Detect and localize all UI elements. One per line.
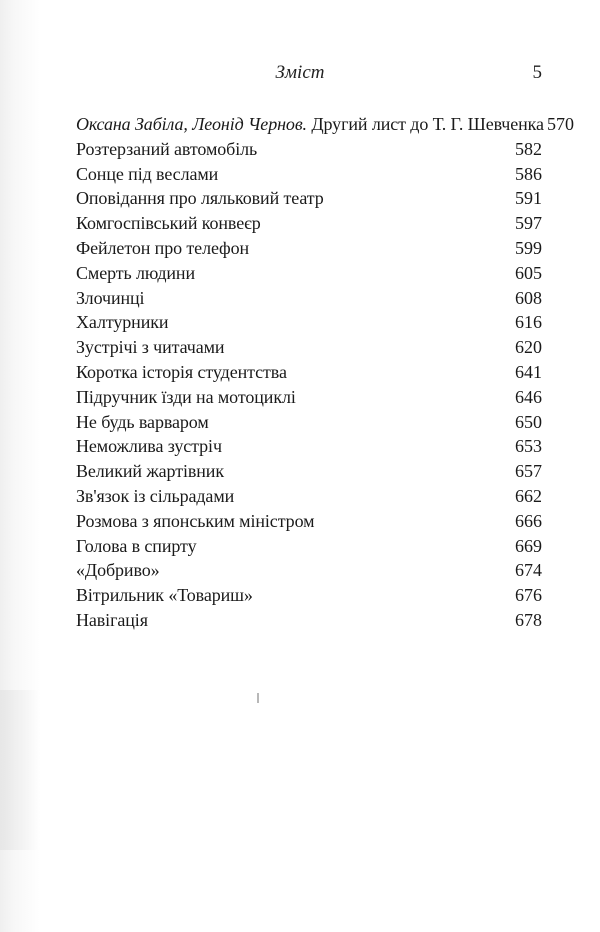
toc-entry-title: «Добриво» (76, 560, 160, 581)
toc-entry-text (76, 310, 168, 335)
toc-entry-text (76, 162, 218, 187)
toc-entry-text (76, 186, 324, 211)
toc-entry-title: Зустрічі з читачами (76, 337, 225, 358)
toc-entry-text (76, 137, 257, 162)
toc-entry-text (76, 459, 224, 484)
toc-entry-title: Комгоспівський конвеєр (76, 213, 261, 234)
toc-entry-page-number: 678 (515, 609, 542, 630)
toc-entry-text (76, 608, 148, 633)
toc-entry-text (76, 509, 314, 534)
toc-entry (76, 335, 542, 360)
scan-shadow (0, 690, 40, 850)
toc-entry-title: Фейлетон про телефон (76, 237, 250, 258)
toc-entry-page-number: 676 (515, 585, 542, 606)
toc-entry (76, 608, 542, 633)
toc-entry (76, 459, 542, 484)
toc-entry-text (76, 211, 261, 236)
toc-entry (76, 509, 542, 534)
toc-entry-text (76, 385, 296, 410)
toc-entry-page-number: 591 (515, 188, 542, 209)
toc-entry (76, 236, 542, 261)
toc-entry-text (76, 484, 234, 509)
toc-entry-title: Злочинці (76, 287, 145, 308)
toc-entry-page-number: 669 (515, 535, 542, 556)
toc-entry (76, 261, 542, 286)
running-header-title: Зміст (275, 62, 325, 83)
toc-entry (76, 385, 542, 410)
toc-entry-text (76, 236, 249, 261)
toc-entry-page-number: 570 (546, 114, 574, 134)
toc-entry-page-number: 605 (515, 262, 542, 283)
toc-entry-text (76, 558, 160, 583)
toc-entry-page-number: 608 (515, 287, 542, 308)
toc-entry (76, 112, 574, 137)
toc-entry-page-number: 599 (515, 237, 542, 258)
toc-entry-text (76, 286, 144, 311)
toc-entry (76, 162, 542, 187)
toc-entry-page-number: 657 (515, 461, 542, 482)
toc-entry-author: Оксана Забіла, Леонід Чернов. (76, 114, 307, 134)
toc-entry-title: Зв'язок із сільрадами (76, 485, 235, 506)
toc-entry-title: Розмова з японським міністром (76, 510, 315, 531)
toc-entry-title: Вітрильник «Товариш» (76, 585, 253, 606)
toc-entry (76, 211, 542, 236)
toc-entry-text (76, 434, 222, 459)
toc-entry-page-number: 662 (515, 485, 542, 506)
toc-entry (76, 286, 542, 311)
toc-entry-page-number: 597 (515, 213, 542, 234)
toc-entry-title: Неможлива зустріч (76, 436, 222, 457)
running-header-page-number: 5 (532, 62, 542, 83)
toc-entry-page-number: 653 (515, 436, 542, 457)
toc-entry-title: Халтурники (76, 312, 169, 333)
toc-entry-title: Сонце під веслами (76, 163, 219, 184)
toc-entry-title: Навігація (76, 609, 148, 630)
toc-entry-title: Другий лист до Т. Г. Шевченка (311, 114, 544, 134)
toc-entry-page-number: 674 (515, 560, 542, 581)
toc-entry-title: Підручник їзди на мотоциклі (76, 386, 296, 407)
toc-entry (76, 558, 542, 583)
toc-entry-title: Не будь варваром (76, 411, 209, 432)
toc-entry-page-number: 620 (515, 337, 542, 358)
toc-entry-title: Голова в спирту (76, 535, 197, 556)
toc-entry (76, 310, 542, 335)
toc-entry-text (76, 261, 195, 286)
toc-entry-title: Великий жартівник (76, 461, 224, 482)
table-of-contents (76, 112, 574, 633)
toc-entry-text (76, 410, 209, 435)
toc-entry (76, 534, 542, 559)
toc-entry (76, 410, 542, 435)
toc-entry-text (76, 534, 196, 559)
toc-entry-page-number: 641 (515, 361, 542, 382)
toc-entry-text (76, 360, 287, 385)
toc-entry-text (76, 112, 544, 137)
toc-entry (76, 484, 542, 509)
scan-speck (257, 693, 259, 703)
toc-entry-title: Смерть людини (76, 262, 195, 283)
toc-entry-text (76, 335, 224, 360)
toc-entry-title: Розтерзаний автомобіль (76, 138, 258, 159)
toc-entry-title: Коротка історія студентства (76, 361, 287, 382)
toc-entry (76, 360, 542, 385)
toc-entry-page-number: 586 (515, 163, 542, 184)
toc-entry-title: Оповідання про ляльковий театр (76, 188, 324, 209)
toc-entry-page-number: 650 (515, 411, 542, 432)
toc-entry (76, 137, 542, 162)
toc-entry (76, 583, 542, 608)
toc-entry-page-number: 666 (515, 510, 542, 531)
toc-entry (76, 186, 542, 211)
toc-entry-page-number: 646 (515, 386, 542, 407)
toc-entry-page-number: 582 (515, 138, 542, 159)
toc-entry-page-number: 616 (515, 312, 542, 333)
toc-entry (76, 434, 542, 459)
toc-entry-text (76, 583, 253, 608)
